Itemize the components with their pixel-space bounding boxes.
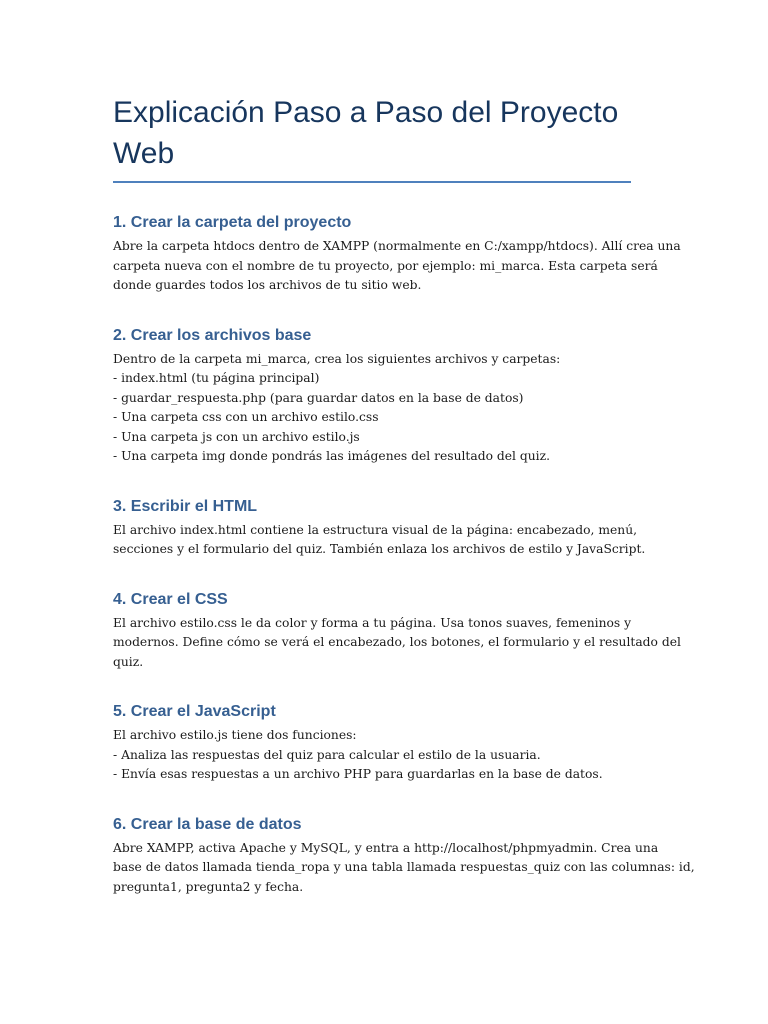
section-body — [113, 839, 695, 898]
body-line: secciones y el formulario del quiz. También enlaza los archivos de estilo y JavaScript. — [113, 542, 646, 556]
section-body — [113, 726, 631, 785]
body-line: El archivo estilo.css le da color y forma a tu página. Usa tonos suaves, femeninos y — [113, 615, 632, 630]
body-line: - Analiza las respuestas del quiz para calcular el estilo de la usuaria. — [113, 747, 541, 762]
body-line: quiz. — [113, 654, 144, 669]
body-line: Dentro de la carpeta mi_marca, crea los siguientes archivos y carpetas: — [113, 351, 561, 366]
body-line: - Una carpeta css con un archivo estilo.css — [113, 410, 379, 424]
section-create-css — [113, 590, 681, 673]
body-line: base de datos llamada tienda_ropa y una tabla llamada respuestas_quiz con las columnas: id, — [113, 860, 695, 874]
body-line: El archivo estilo.js tiene dos funciones: — [113, 728, 357, 742]
body-line: - index.html (tu página principal) — [113, 371, 320, 385]
section-heading: 1. Crear la carpeta del proyecto — [113, 214, 352, 231]
section-body — [113, 614, 681, 673]
section-heading: 6. Crear la base de datos — [113, 815, 302, 833]
body-line: Abre la carpeta htdocs dentro de XAMPP (normalmente en C:/xampp/htdocs). Allí crea una — [113, 239, 681, 253]
section-body — [113, 521, 646, 560]
body-line: - guardar_respuesta.php (para guardar datos en la base de datos) — [113, 390, 524, 405]
section-heading: 5. Crear el JavaScript — [113, 703, 276, 720]
section-heading: 3. Escribir el HTML — [113, 497, 258, 515]
body-line: carpeta nueva con el nombre de tu proyecto, por ejemplo: mi_marca. Esta carpeta será — [113, 258, 658, 273]
body-line: - Una carpeta js con un archivo estilo.js — [113, 429, 360, 444]
body-line: El archivo index.html contiene la estructura visual de la página: encabezado, menú, — [113, 522, 638, 537]
body-line: Abre XAMPP, activa Apache y MySQL, y entra a http://localhost/phpmyadmin. Crea una — [113, 840, 659, 855]
body-line: - Una carpeta img donde pondrás las imágenes del resultado del quiz. — [113, 449, 550, 463]
section-write-html — [113, 497, 646, 560]
section-heading: 4. Crear el CSS — [113, 590, 228, 608]
section-create-base-files — [113, 326, 631, 467]
section-create-project-folder — [113, 213, 681, 296]
section-body — [113, 237, 681, 296]
body-line: donde guardes todos los archivos de tu sitio web. — [113, 278, 422, 292]
section-heading: 2. Crear los archivos base — [113, 326, 312, 344]
body-line: - Envía esas respuestas a un archivo PHP para guardarlas en la base de datos. — [113, 767, 603, 781]
document-title: Explicación Paso a Paso del Proyecto Web — [113, 92, 631, 183]
document-page — [113, 92, 695, 897]
section-create-javascript — [113, 702, 631, 785]
body-line: pregunta1, pregunta2 y fecha. — [113, 879, 304, 894]
section-create-database — [113, 815, 695, 898]
section-body — [113, 350, 631, 467]
body-line: modernos. Define cómo se verá el encabezado, los botones, el formulario y el resultado del — [113, 635, 681, 649]
